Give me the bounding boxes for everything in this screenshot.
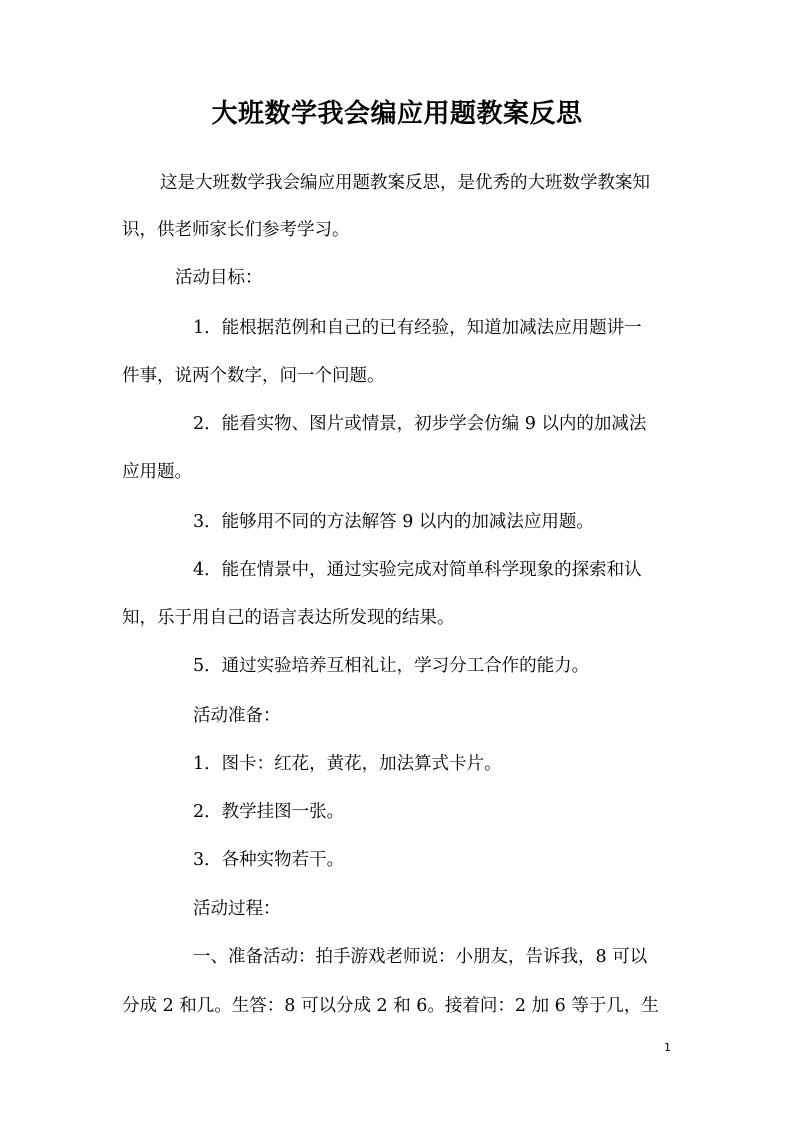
prep-1-line: 1．图卡：红花，黄花，加法算式卡片。: [193, 754, 502, 774]
goal-4-line-2: 知，乐于用自己的语言表达所发现的结果。: [122, 608, 455, 628]
section-heading-goals: 活动目标：: [175, 268, 263, 288]
goal-4-line-1: 4．能在情景中，通过实验完成对简单科学现象的探索和认: [193, 560, 642, 580]
goal-1-line-1: 1．能根据范例和自己的已有经验，知道加减法应用题讲一: [193, 318, 642, 338]
intro-line-1: 这是大班数学我会编应用题教案反思，是优秀的大班数学教案知: [160, 173, 650, 193]
document-title: 大班数学我会编应用题教案反思: [211, 99, 583, 129]
goal-1-line-2: 件事，说两个数字，问一个问题。: [122, 366, 385, 386]
prep-2-line: 2．教学挂图一张。: [193, 802, 345, 822]
intro-line-2: 识，供老师家长们参考学习。: [122, 220, 350, 240]
section-heading-process: 活动过程：: [193, 899, 281, 919]
prep-3-line: 3．各种实物若干。: [193, 850, 345, 870]
page-number: 1: [664, 1041, 671, 1054]
goal-5-line: 5．通过实验培养互相礼让，学习分工合作的能力。: [193, 656, 590, 676]
process-line-1: 一、准备活动：拍手游戏老师说：小朋友，告诉我，8 可以: [193, 947, 648, 967]
goal-2-line-1: 2．能看实物、图片或情景，初步学会仿编 9 以内的加减法: [193, 414, 647, 434]
process-line-2: 分成 2 和几。生答：8 可以分成 2 和 6。接着问：2 加 6 等于几，生: [122, 996, 659, 1016]
goal-2-line-2: 应用题。: [122, 462, 192, 482]
section-heading-prep: 活动准备：: [193, 706, 281, 726]
goal-3-line: 3．能够用不同的方法解答 9 以内的加减法应用题。: [193, 512, 594, 532]
